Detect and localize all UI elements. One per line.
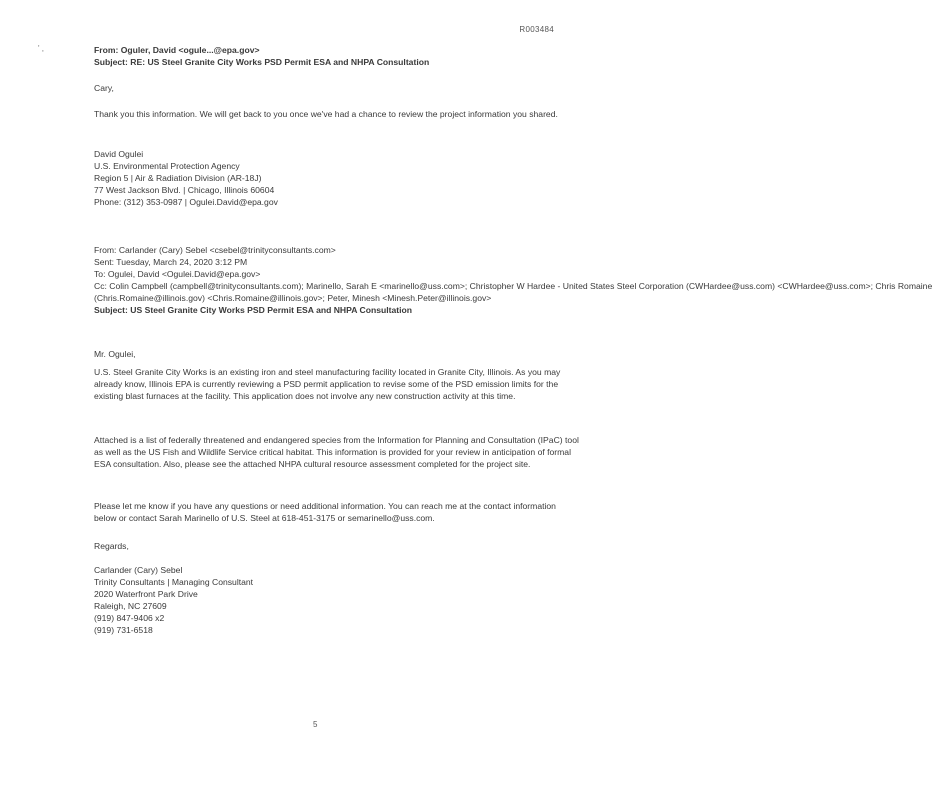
original-closing: Regards, [94,541,129,551]
reply-signature-line: Region 5 | Air & Radiation Division (AR-18J) [94,173,262,183]
original-signature-line: (919) 847-9406 x2 [94,613,165,623]
reply-greeting: Cary, [94,83,114,93]
original-subject-line: Subject: US Steel Granite City Works PSD Permit ESA and NHPA Consultation [94,305,413,315]
original-to-line: To: Ogulei, David <Ogulei.David@epa.gov> [94,269,261,279]
reply-signature-line: U.S. Environmental Protection Agency [94,161,240,171]
reply-body: Thank you this information. We will get back to you once we've had a chance to review the project information you shared. [94,109,558,119]
reply-header [94,44,580,68]
original-cc-line-continued: (Chris.Romaine@illinois.gov) <Chris.Romaine@illinois.gov>; Peter, Minesh <Minesh.Peter@illinois.gov> [94,293,492,303]
original-header [94,244,932,316]
original-signature-line: 2020 Waterfront Park Drive [94,589,198,599]
original-paragraph-3: Please let me know if you have any questions or need additional information. You can reach me at the contact information below or contact Sarah Marinello of U.S. Steel at 618-451-3175 or semarinello@uss.com. [94,501,556,523]
reply-signature [94,148,580,208]
reply-from-line: From: Oguler, David <ogule...@epa.gov> [94,45,260,55]
original-signature-line: Trinity Consultants | Managing Consultant [94,577,254,587]
page-number: 5 [313,720,318,729]
reply-signature-line: David Ogulei [94,149,144,159]
original-signature-line: (919) 731-6518 [94,625,153,635]
reply-subject-line: Subject: RE: US Steel Granite City Works PSD Permit ESA and NHPA Consultation [94,57,430,67]
original-from-line: From: Carlander (Cary) Sebel <csebel@trinityconsultants.com> [94,245,336,255]
reply-signature-line: Phone: (312) 353-0987 | Ogulei.David@epa.gov [94,197,278,207]
stray-marks: ' , [38,44,44,53]
original-signature-line: Carlander (Cary) Sebel [94,565,183,575]
original-signature-line: Raleigh, NC 27609 [94,601,167,611]
original-paragraph-1: U.S. Steel Granite City Works is an existing iron and steel manufacturing facility located in Granite City, Illinois. As you may already know, Illinois EPA is currently reviewing a PSD permit application to revise some of the PSD emission limits for the existing blast furnaces at the facility. This application does not involve any new construction activity at this time. [94,367,561,401]
original-cc-line: Cc: Colin Campbell (campbell@trinityconsultants.com); Marinello, Sarah E <marinello@uss.com>; Christopher W Hardee - United States Steel Corporation (CWHardee@uss.com) <CWHardee@uss.com>; Chris Romaine [94,281,932,291]
bates-number: R003484 [519,25,554,34]
original-greeting: Mr. Ogulei, [94,349,136,359]
reply-signature-line: 77 West Jackson Blvd. | Chicago, Illinois 60604 [94,185,275,195]
original-paragraph-2: Attached is a list of federally threatened and endangered species from the Information for Planning and Consultation (IPaC) tool as well as the US Fish and Wildlife Service critical habitat. This information is provided for your review in anticipation of formal ESA consultation. Also, please see the attached NHPA cultural resource assessment completed for the project site. [94,435,579,469]
original-sent-line: Sent: Tuesday, March 24, 2020 3:12 PM [94,257,248,267]
original-signature [94,564,580,636]
